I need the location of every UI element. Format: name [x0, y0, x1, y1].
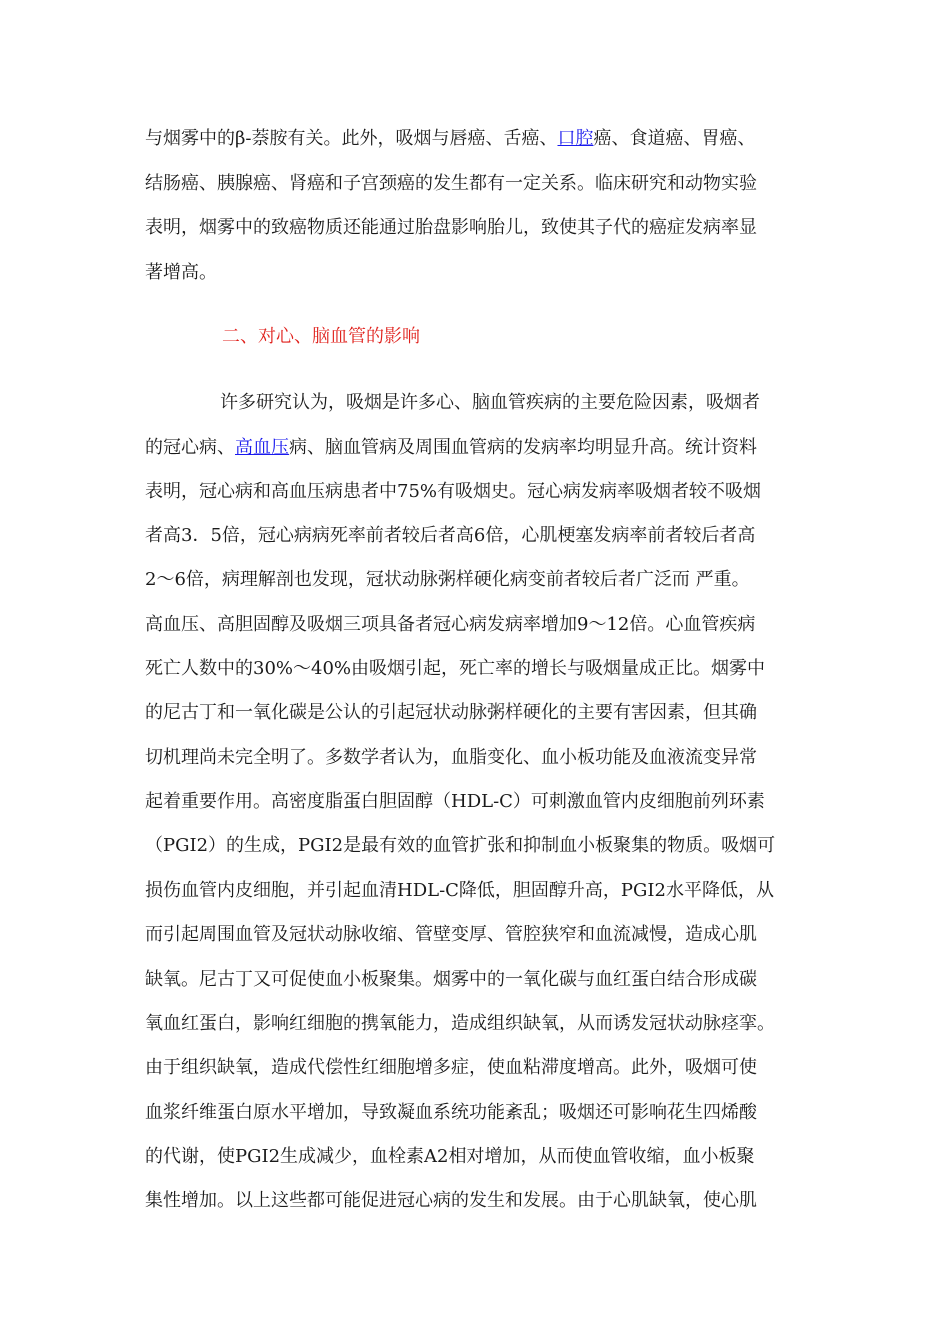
- para2-line-14: 缺氧。尼古丁又可促使血小板聚集。烟雾中的一氧化碳与血红蛋白结合形成碳: [145, 969, 757, 990]
- para2-line-4: 者高3．5倍，冠心病病死率前者较后者高6倍，心肌梗塞发病率前者较后者高: [145, 525, 756, 546]
- para2-line-11: （PGI2）的生成，PGI2是最有效的血管扩张和抑制血小板聚集的物质。吸烟可: [145, 835, 776, 856]
- oral-cavity-link[interactable]: 口腔: [557, 128, 594, 149]
- para2-line-6: 高血压、高胆固醇及吸烟三项具备者冠心病发病率增加9～12倍。心血管疾病: [145, 614, 756, 635]
- para2-line-3: 表明，冠心病和高血压病患者中75%有吸烟史。冠心病发病率吸烟者较不吸烟: [145, 481, 762, 502]
- para1-line-1-text-b: 癌、食道癌、胃癌、: [593, 128, 756, 149]
- para1-line-2: 结肠癌、胰腺癌、肾癌和子宫颈癌的发生都有一定关系。临床研究和动物实验: [145, 173, 757, 194]
- para1-line-3: 表明，烟雾中的致癌物质还能通过胎盘影响胎儿，致使其子代的癌症发病率显: [145, 217, 757, 238]
- para1-line-4: 著增高。: [145, 262, 217, 283]
- para2-line-8: 的尼古丁和一氧化碳是公认的引起冠状动脉粥样硬化的主要有害因素，但其确: [145, 702, 757, 723]
- para2-line-19: 集性增加。以上这些都可能促进冠心病的发生和发展。由于心肌缺氧，使心肌: [145, 1190, 757, 1211]
- para2-line-7: 死亡人数中的30%～40%由吸烟引起，死亡率的增长与吸烟量成正比。烟雾中: [145, 658, 766, 679]
- para2-line-17: 血浆纤维蛋白原水平增加，导致凝血系统功能紊乱；吸烟还可影响花生四烯酸: [145, 1102, 757, 1123]
- para1-line-1-text-a: 与烟雾中的β-萘胺有关。此外，吸烟与唇癌、舌癌、: [145, 128, 558, 149]
- para2-line-15: 氧血红蛋白，影响红细胞的携氧能力，造成组织缺氧，从而诱发冠状动脉痉挛。: [145, 1013, 775, 1034]
- para2-line-12: 损伤血管内皮细胞，并引起血清HDL-C降低，胆固醇升高，PGI2水平降低，从: [145, 880, 774, 901]
- para2-line-18: 的代谢，使PGI2生成减少，血栓素A2相对增加，从而使血管收缩，血小板聚: [145, 1146, 755, 1167]
- para1-line-1: [145, 127, 756, 151]
- para2-line-2-text-b: 病、脑血管病及周围血管病的发病率均明显升高。统计资料: [289, 437, 757, 458]
- para2-line-10: 起着重要作用。高密度脂蛋白胆固醇（HDL-C）可刺激血管内皮细胞前列环素: [145, 791, 765, 812]
- para2-line-2-text-a: 的冠心病、: [145, 437, 235, 458]
- para2-line-1: 许多研究认为，吸烟是许多心、脑血管疾病的主要危险因素，吸烟者: [220, 392, 760, 413]
- para2-line-2: [145, 436, 757, 460]
- para2-line-5: 2～6倍，病理解剖也发现，冠状动脉粥样硬化病变前者较后者广泛而 严重。: [145, 569, 750, 590]
- para2-line-13: 而引起周围血管及冠状动脉收缩、管壁变厚、管腔狭窄和血流减慢，造成心肌: [145, 924, 757, 945]
- para2-line-9: 切机理尚未完全明了。多数学者认为，血脂变化、血小板功能及血液流变异常: [145, 747, 757, 768]
- section-heading-cardio: 二、对心、脑血管的影响: [222, 326, 420, 347]
- para2-line-16: 由于组织缺氧，造成代偿性红细胞增多症，使血粘滞度增高。此外，吸烟可使: [145, 1057, 757, 1078]
- hypertension-link[interactable]: 高血压: [235, 437, 289, 458]
